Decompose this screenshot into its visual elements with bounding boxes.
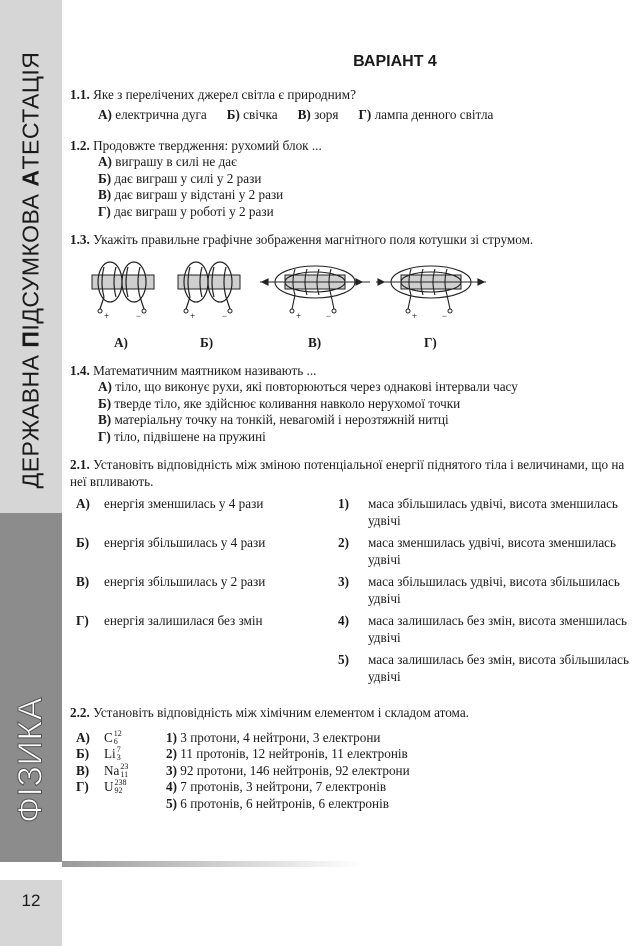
coil-figures <box>70 253 630 353</box>
svg-text:−: − <box>326 310 332 321</box>
question-1-3 <box>70 232 630 249</box>
question-1-2 <box>70 138 630 155</box>
figure-label-a: А) <box>114 334 128 350</box>
option: Г) лампа денного світла <box>358 107 494 122</box>
option: Б) свічка <box>226 107 278 122</box>
left-item: енергія залишилася без змін <box>104 613 263 628</box>
right-item: 1) 3 протони, 4 нейтрони, 3 електрони <box>166 729 381 745</box>
left-label: А) <box>76 729 90 745</box>
question-text: Яке з перелічених джерел світла є природним? <box>93 86 356 102</box>
series-title: ДЕРЖАВНА ПІДСУМКОВА АТЕСТАЦІЯ <box>17 51 44 489</box>
option: В) дає виграш у відстані у 2 рази <box>98 187 284 202</box>
question-text: Продовжте твердження: рухомий блок ... <box>93 137 322 153</box>
question-text: Установіть відповідність між хімічним елементом і складом атома. <box>93 705 469 720</box>
right-item: маса залишилась без змін, висота зменшилась удвічі <box>368 613 628 645</box>
right-item: маса збільшилась удвічі, висота збільшилась удвічі <box>368 574 620 606</box>
sidebar-footer <box>0 880 62 946</box>
element-symbol: U 238 92 <box>104 778 127 796</box>
question-1-4 <box>70 363 630 380</box>
option: В) матеріальну точку на тонкій, невагомій і нерозтяжній нитці <box>98 412 449 427</box>
coil-figure-a <box>88 253 158 323</box>
page-number: 12 <box>21 891 41 910</box>
right-item: 4) 7 протонів, 3 нейтрони, 7 електронів <box>166 779 387 794</box>
question-text: Математичним маятником називають ... <box>93 362 317 378</box>
right-item: 2) 11 протонів, 12 нейтронів, 11 електронів <box>166 746 408 761</box>
page-title: ВАРІАНТ 4 <box>353 53 437 70</box>
right-item: 5) 6 протонів, 6 нейтронів, 6 електронів <box>166 795 389 811</box>
right-item: 3) 92 протони, 146 нейтронів, 92 електрони <box>166 762 410 778</box>
question-number: 1.1. <box>70 86 90 102</box>
right-label: 1) <box>338 496 349 511</box>
left-label: В) <box>76 762 90 778</box>
option: А) електрична дуга <box>98 107 207 122</box>
option: Г) тіло, підвішене на пружині <box>98 428 266 444</box>
figure-label-b: Б) <box>200 334 214 350</box>
question-text: Укажіть правильне графічне зображення магнітного поля котушки зі струмом. <box>93 232 534 247</box>
right-label: 2) <box>338 535 349 550</box>
question-text: Установіть відповідність між зміною потенціальної енергії піднятого тіла і величинами, що на неї впливають. <box>70 457 625 489</box>
element-symbol: C 12 6 <box>104 728 122 746</box>
right-item: маса залишилась без змін, висота збільшилась удвічі <box>368 652 629 684</box>
left-label: А) <box>76 496 90 511</box>
right-label: 4) <box>338 613 349 628</box>
coil-figure-b <box>174 253 244 323</box>
left-item: енергія збільшилась у 4 рази <box>104 535 266 550</box>
question-1-1 <box>70 87 630 104</box>
svg-text:−: − <box>442 310 448 321</box>
left-item: енергія зменшилась у 4 рази <box>104 496 264 511</box>
question-number: 2.2. <box>70 705 90 720</box>
coil-figure-d <box>376 253 486 323</box>
question-number: 2.1. <box>70 457 90 472</box>
right-label: 3) <box>338 574 349 589</box>
option: Г) дає виграш у роботі у 2 рази <box>98 203 274 219</box>
question-2-1 <box>70 457 630 490</box>
option: Б) тверде тіло, яке здійснює коливання навколо нерухомої точки <box>98 395 461 411</box>
footer-rule <box>62 861 362 867</box>
options-1-1 <box>70 107 630 124</box>
left-label: В) <box>76 574 90 589</box>
question-2-2 <box>70 705 630 722</box>
left-label: Б) <box>76 746 90 761</box>
element-symbol: Na 23 11 <box>104 761 129 779</box>
svg-text:+: + <box>412 310 418 321</box>
matching-table-2-1 <box>70 496 630 691</box>
left-label: Г) <box>76 613 89 628</box>
figure-label-c: В) <box>308 334 322 350</box>
svg-text:−: − <box>136 310 142 321</box>
option: А) виграшу в силі не дає <box>98 154 237 169</box>
left-label: Г) <box>76 779 89 794</box>
svg-text:+: + <box>296 310 302 321</box>
option: В) зоря <box>297 107 339 122</box>
svg-text:−: − <box>222 310 228 321</box>
right-item: маса зменшилась удвічі, висота зменшилась удвічі <box>368 535 617 567</box>
left-label: Б) <box>76 535 90 550</box>
question-number: 1.3. <box>70 232 90 247</box>
right-label: 5) <box>338 652 349 667</box>
question-number: 1.4. <box>70 362 90 378</box>
element-symbol: Li 7 3 <box>104 745 121 763</box>
right-item: маса збільшилась удвічі, висота зменшилась удвічі <box>368 496 618 528</box>
svg-text:+: + <box>190 310 196 321</box>
page-content <box>70 54 630 812</box>
option: Б) дає виграш у силі у 2 рази <box>98 170 262 186</box>
question-number: 1.2. <box>70 137 90 153</box>
left-item: енергія збільшилась у 2 рази <box>104 574 266 589</box>
subject-title: ФІЗИКА <box>11 697 50 823</box>
matching-table-2-2 <box>70 730 630 813</box>
svg-text:+: + <box>104 310 110 321</box>
option: А) тіло, що виконує рухи, які повторюються через однакові інтервали часу <box>98 379 518 394</box>
sidebar-gap <box>0 862 62 880</box>
coil-figure-c <box>260 253 370 323</box>
figure-label-d: Г) <box>424 334 437 350</box>
